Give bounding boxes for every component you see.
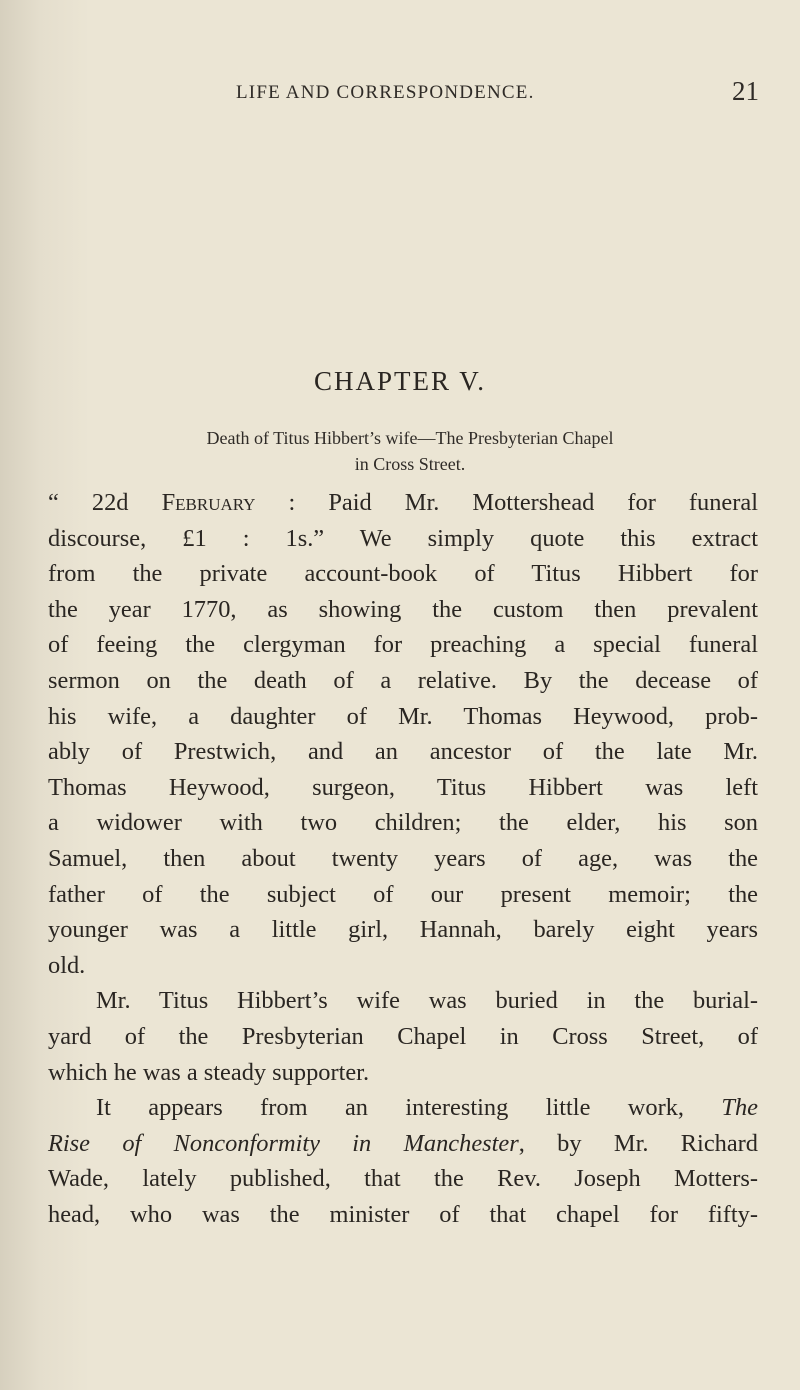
summary-line: in Cross Street. (354, 454, 466, 474)
month-small-caps: February (161, 489, 256, 516)
paragraph-1-line: younger was a little girl, Hannah, barely eight years (48, 916, 758, 944)
paragraph-3-line (48, 1126, 758, 1162)
paragraph-2-line: yard of the Presbyterian Chapel in Cross Street, of (48, 1022, 758, 1050)
paragraph-1-line: from the private account-book of Titus Hibbert for (48, 560, 758, 588)
paragraph-1-line: discourse, £1 : 1s.” We simply quote this extract (48, 524, 758, 552)
summary-line: Death of Titus Hibbert’s wife—The Presbyterian Chapel (206, 428, 614, 448)
paragraph-1-line: a widower with two children; the elder, his son (48, 809, 758, 837)
paragraph-1-line: the year 1770, as showing the custom then prevalent (48, 595, 758, 623)
paragraph-1-line: his wife, a daughter of Mr. Thomas Heywood, prob- (48, 702, 758, 730)
paragraph-1-line: ably of Prestwich, and an ancestor of the late Mr. (48, 738, 758, 766)
book-title-part: The (721, 1094, 758, 1122)
page-number: 21 (732, 76, 759, 106)
paragraph-1-line: sermon on the death of a relative. By the decease of (48, 666, 758, 694)
paragraph-1-line: father of the subject of our present memoir; the (48, 880, 758, 908)
chapter-title: CHAPTER V. (313, 366, 487, 396)
open-quote-date: “ 22d (48, 489, 162, 516)
running-head: LIFE AND CORRESPONDENCE. (236, 82, 535, 103)
paragraph-3-line: Wade, lately published, that the Rev. Joseph Motters- (48, 1165, 758, 1193)
paragraph-2-line: which he was a steady supporter. (48, 1058, 370, 1086)
paragraph-3-line: head, who was the minister of that chapel for fifty- (48, 1200, 758, 1228)
body-text (48, 485, 758, 1232)
paragraph-2-line: Mr. Titus Hibbert’s wife was buried in the burial- (96, 987, 758, 1015)
paragraph-1-line: of feeing the clergyman for preaching a special funeral (48, 631, 758, 659)
line-start: It appears from an interesting little work, (96, 1094, 722, 1122)
book-title-part: Rise of Nonconformity in Manchester (48, 1129, 519, 1157)
paragraph-1-line: Thomas Heywood, surgeon, Titus Hibbert was left (48, 773, 758, 801)
line-rest: : Paid Mr. Mottershead for funeral (255, 489, 758, 516)
paragraph-1-line (48, 485, 758, 521)
paragraph-3-line (48, 1090, 758, 1126)
line-rest: , by Mr. Richard (518, 1129, 758, 1157)
paragraph-1-line: old. (48, 951, 86, 979)
chapter-summary (100, 425, 720, 477)
paragraph-1-line: Samuel, then about twenty years of age, was the (48, 844, 758, 872)
